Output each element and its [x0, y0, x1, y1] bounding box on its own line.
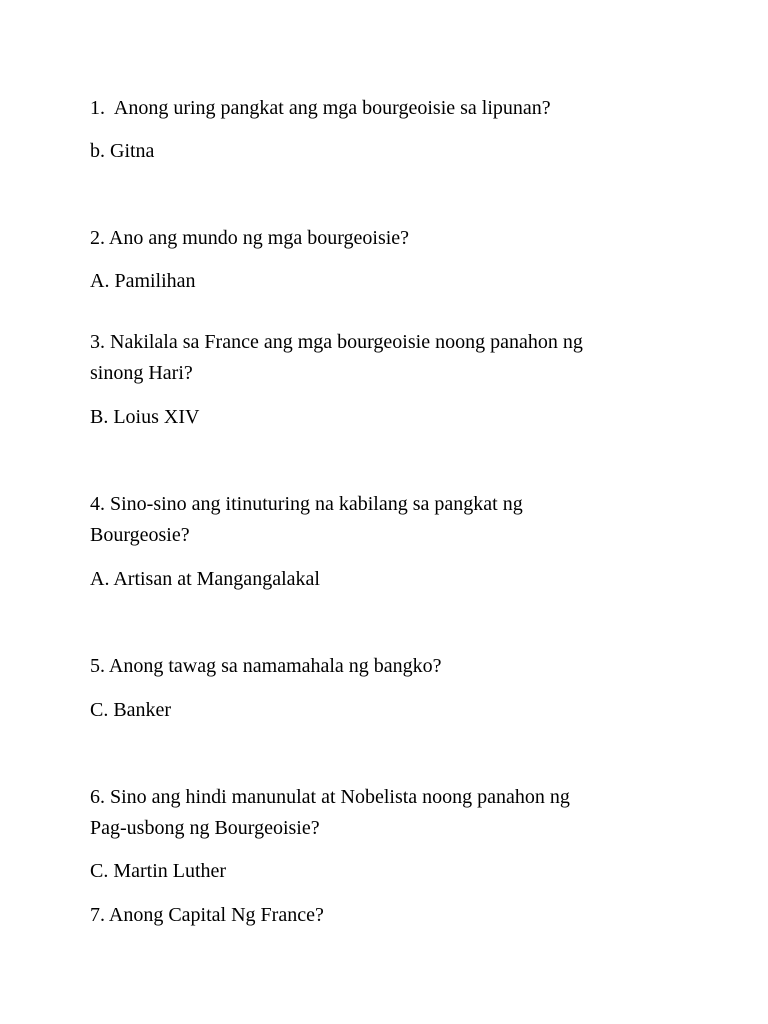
question-2: 2. Ano ang mundo ng mga bourgeoisie? [90, 227, 410, 249]
question-7: 7. Anong Capital Ng France? [90, 904, 324, 926]
question-3-line-2: sinong Hari? [90, 362, 193, 384]
question-5: 5. Anong tawag sa namamahala ng bangko? [90, 655, 442, 677]
question-4-line-2: Bourgeosie? [90, 524, 190, 546]
answer-1: b. Gitna [90, 140, 155, 162]
answer-2: A. Pamilihan [90, 270, 196, 292]
answer-6: C. Martin Luther [90, 860, 227, 882]
question-6-line-2: Pag-usbong ng Bourgeoisie? [90, 817, 320, 839]
question-6-line-1: 6. Sino ang hindi manunulat at Nobelista noong panahon ng [90, 786, 570, 808]
question-3-line-1: 3. Nakilala sa France ang mga bourgeoisie noong panahon ng [90, 331, 583, 353]
question-1: 1. Anong uring pangkat ang mga bourgeoisie sa lipunan? [90, 97, 551, 119]
answer-4: A. Artisan at Mangangalakal [90, 568, 320, 590]
answer-5: C. Banker [90, 699, 172, 721]
answer-3: B. Loius XIV [90, 406, 200, 428]
question-4-line-1: 4. Sino-sino ang itinuturing na kabilang sa pangkat ng [90, 493, 523, 515]
